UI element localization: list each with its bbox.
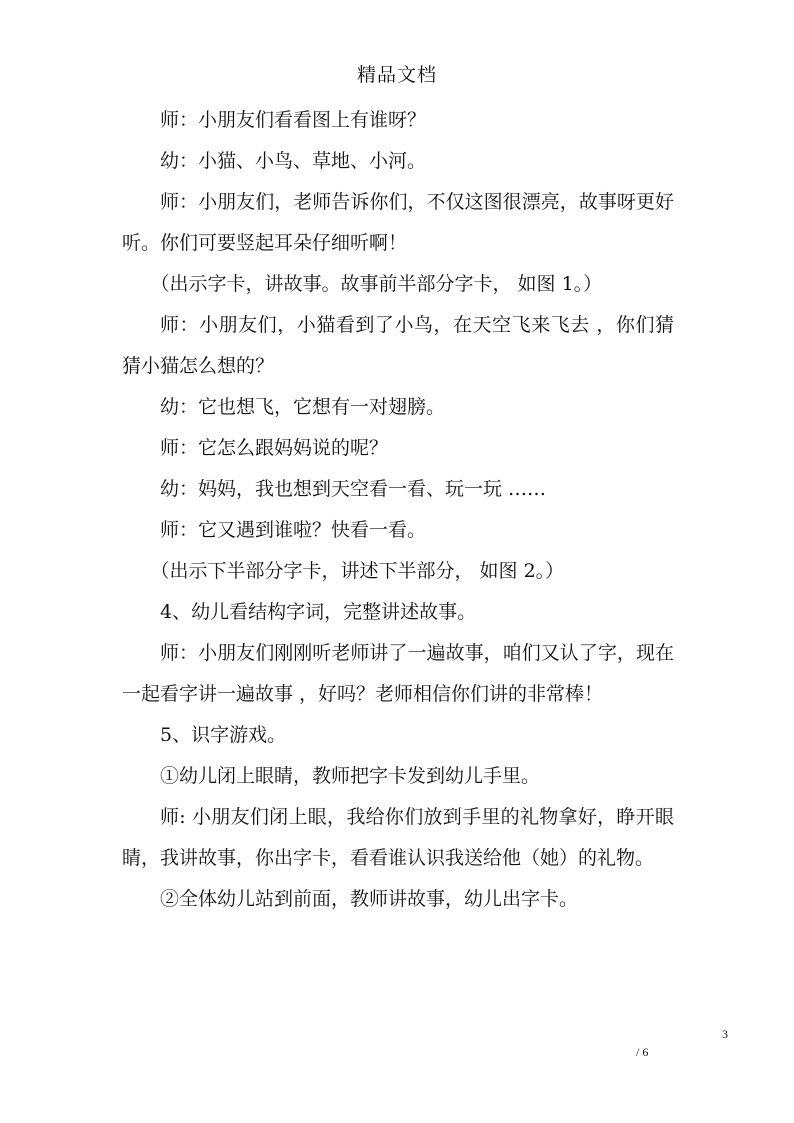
paragraph-8: 幼：妈妈，我也想到天空看一看、玩一玩 …… [160, 478, 547, 500]
paragraph-5: 师：小朋友们，小猫看到了小鸟，在天空飞来飞去 ，你们猜猜小猫怎么想的？ [122, 314, 674, 377]
paragraph-13: 5、识字游戏。 [160, 724, 287, 746]
paragraph-10: （出示下半部分字卡，讲述下半部分， 如图 2。） [150, 560, 565, 582]
paragraph-9: 师：它又遇到谁啦？快看一看。 [160, 519, 427, 541]
paragraph-12: 师：小朋友们刚刚听老师讲了一遍故事，咱们又认了字，现在一起看字讲一遍故事 ，好吗？老师相信你们讲的非常棒！ [122, 642, 674, 705]
paragraph-16: ②全体幼儿站到前面，教师讲故事，幼儿出字卡。 [160, 888, 579, 910]
paragraph-15: 师: 小朋友们闭上眼，我给你们放到手里的礼物拿好，睁开眼睛，我讲故事，你出字卡，看看谁认识我送给他（她）的礼物。 [122, 806, 674, 869]
page-number: 3 [722, 1027, 728, 1041]
paragraph-14: ①幼儿闭上眼睛，教师把字卡发到幼儿手里。 [160, 765, 541, 787]
paragraph-11: 4、幼儿看结构字词，完整讲述故事。 [160, 601, 477, 623]
paragraph-7: 师：它怎么跟妈妈说的呢？ [160, 437, 389, 459]
paragraph-6: 幼：它也想飞，它想有一对翅膀。 [160, 396, 446, 418]
paragraph-2: 幼：小猫、小鸟、草地、小河。 [160, 150, 427, 172]
paragraph-3: 师：小朋友们，老师告诉你们，不仅这图很漂亮，故事呀更好听。你们可要竖起耳朵仔细听啊！ [122, 191, 674, 254]
document-body [122, 100, 674, 920]
page-header-title: 精品文档 [356, 64, 437, 86]
paragraph-1: 师：小朋友们看看图上有谁呀？ [160, 109, 427, 131]
page-total: / 6 [636, 1045, 649, 1059]
paragraph-4: （出示字卡，讲故事。故事前半部分字卡， 如图 1。） [150, 273, 603, 295]
